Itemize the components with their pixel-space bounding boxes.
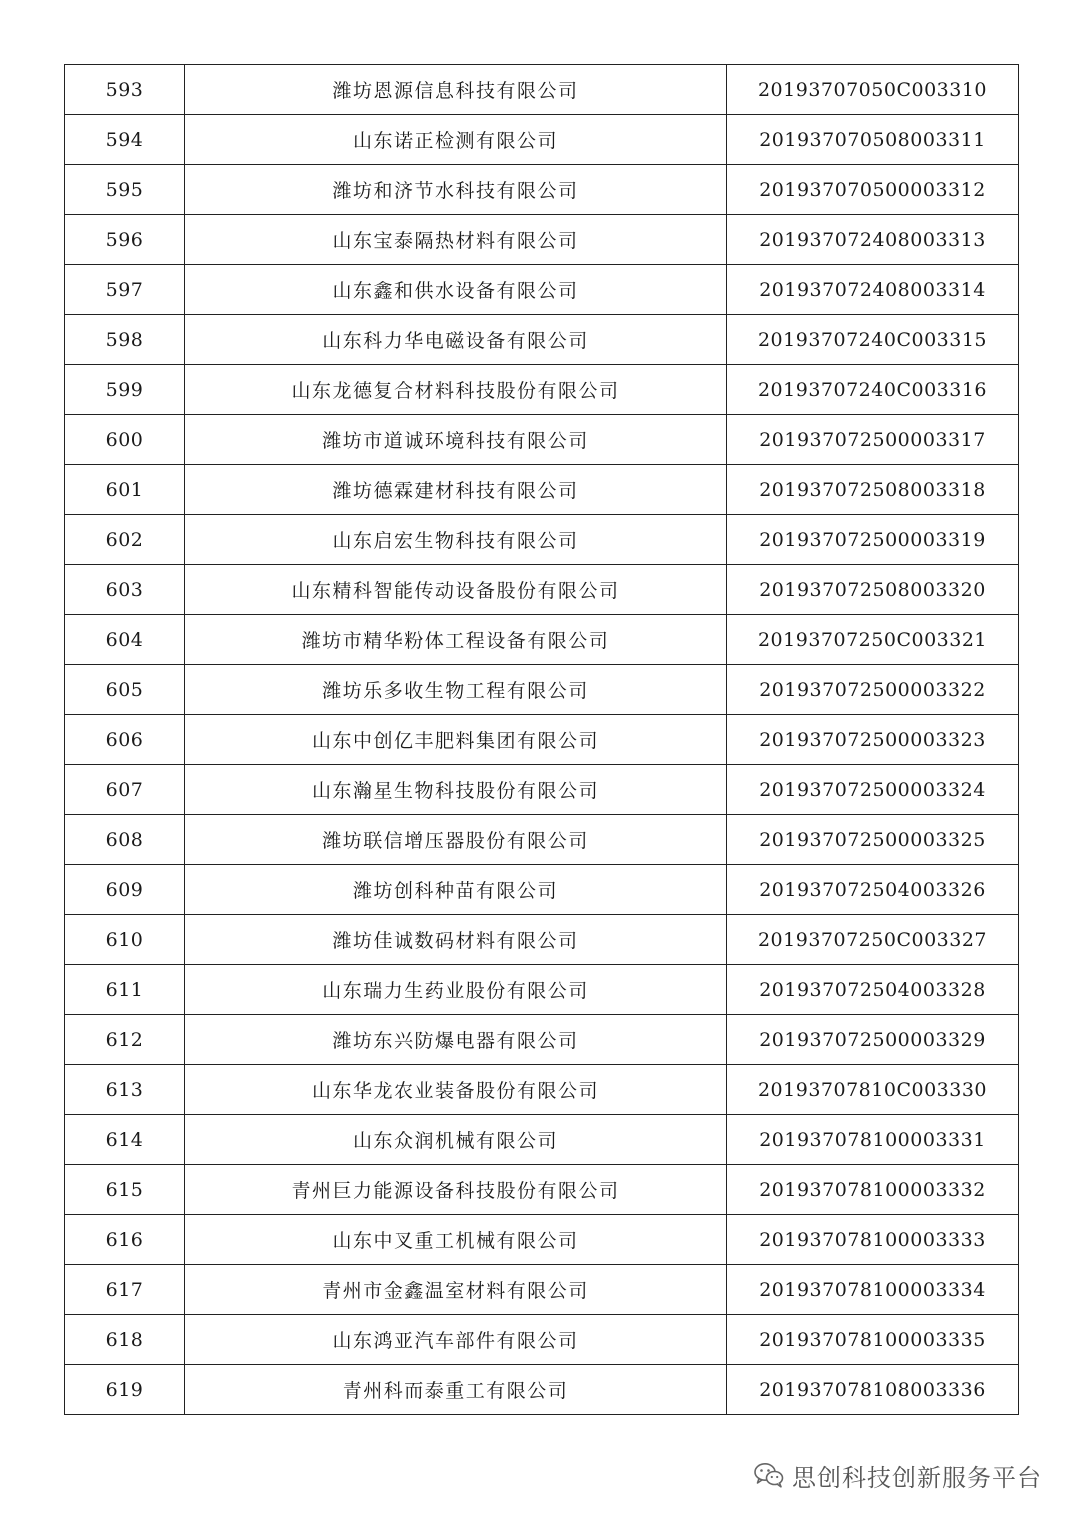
table-row (65, 1165, 1019, 1215)
registration-code-cell: 201937072408003313 (727, 215, 1019, 265)
company-name-cell: 潍坊佳诚数码材料有限公司 (185, 915, 727, 965)
table-row (65, 65, 1019, 115)
row-number-cell: 595 (65, 165, 185, 215)
company-name-cell: 山东中叉重工机械有限公司 (185, 1215, 727, 1265)
row-number-cell: 606 (65, 715, 185, 765)
registration-code-cell: 201937072504003326 (727, 865, 1019, 915)
wechat-icon (754, 1462, 784, 1488)
registration-code-cell: 201937078100003332 (727, 1165, 1019, 1215)
watermark (754, 1458, 1042, 1492)
table-row (65, 1265, 1019, 1315)
registration-code-cell: 20193707810C003330 (727, 1065, 1019, 1115)
row-number-cell: 607 (65, 765, 185, 815)
row-number-cell: 596 (65, 215, 185, 265)
company-name-cell: 潍坊创科种苗有限公司 (185, 865, 727, 915)
table-row (65, 665, 1019, 715)
table-row (65, 515, 1019, 565)
row-number-cell: 597 (65, 265, 185, 315)
registration-code-cell: 201937078108003336 (727, 1365, 1019, 1415)
company-name-cell: 山东华龙农业装备股份有限公司 (185, 1065, 727, 1115)
table-row (65, 915, 1019, 965)
table-row (65, 1115, 1019, 1165)
row-number-cell: 598 (65, 315, 185, 365)
row-number-cell: 618 (65, 1315, 185, 1365)
row-number-cell: 610 (65, 915, 185, 965)
registration-code-cell: 201937078100003335 (727, 1315, 1019, 1365)
row-number-cell: 617 (65, 1265, 185, 1315)
table-row (65, 265, 1019, 315)
table-row (65, 1365, 1019, 1415)
registration-code-cell: 201937072508003320 (727, 565, 1019, 615)
row-number-cell: 609 (65, 865, 185, 915)
row-number-cell: 600 (65, 415, 185, 465)
company-name-cell: 青州市金鑫温室材料有限公司 (185, 1265, 727, 1315)
company-name-cell: 山东众润机械有限公司 (185, 1115, 727, 1165)
company-name-cell: 山东瑞力生药业股份有限公司 (185, 965, 727, 1015)
registration-code-cell: 201937072500003329 (727, 1015, 1019, 1065)
registration-code-cell: 201937072508003318 (727, 465, 1019, 515)
row-number-cell: 599 (65, 365, 185, 415)
registration-code-cell: 20193707240C003316 (727, 365, 1019, 415)
row-number-cell: 602 (65, 515, 185, 565)
registration-code-cell: 201937072408003314 (727, 265, 1019, 315)
row-number-cell: 601 (65, 465, 185, 515)
company-name-cell: 潍坊恩源信息科技有限公司 (185, 65, 727, 115)
company-name-cell: 山东鑫和供水设备有限公司 (185, 265, 727, 315)
company-name-cell: 潍坊东兴防爆电器有限公司 (185, 1015, 727, 1065)
registration-code-cell: 20193707050C003310 (727, 65, 1019, 115)
row-number-cell: 594 (65, 115, 185, 165)
company-name-cell: 潍坊联信增压器股份有限公司 (185, 815, 727, 865)
company-name-cell: 青州巨力能源设备科技股份有限公司 (185, 1165, 727, 1215)
company-name-cell: 潍坊市道诚环境科技有限公司 (185, 415, 727, 465)
table-row (65, 115, 1019, 165)
row-number-cell: 615 (65, 1165, 185, 1215)
registration-code-cell: 201937078100003333 (727, 1215, 1019, 1265)
registration-code-cell: 201937078100003331 (727, 1115, 1019, 1165)
table-row (65, 465, 1019, 515)
company-table (64, 64, 1019, 1415)
row-number-cell: 619 (65, 1365, 185, 1415)
table-row (65, 715, 1019, 765)
row-number-cell: 593 (65, 65, 185, 115)
company-name-cell: 潍坊和济节水科技有限公司 (185, 165, 727, 215)
registration-code-cell: 201937072500003319 (727, 515, 1019, 565)
company-name-cell: 山东中创亿丰肥料集团有限公司 (185, 715, 727, 765)
company-name-cell: 潍坊德霖建材科技有限公司 (185, 465, 727, 515)
table-row (65, 215, 1019, 265)
registration-code-cell: 201937072500003324 (727, 765, 1019, 815)
company-name-cell: 潍坊乐多收生物工程有限公司 (185, 665, 727, 715)
company-name-cell: 山东龙德复合材料科技股份有限公司 (185, 365, 727, 415)
row-number-cell: 608 (65, 815, 185, 865)
row-number-cell: 613 (65, 1065, 185, 1115)
table-row (65, 1215, 1019, 1265)
row-number-cell: 604 (65, 615, 185, 665)
company-name-cell: 山东科力华电磁设备有限公司 (185, 315, 727, 365)
table-row (65, 765, 1019, 815)
company-name-cell: 山东瀚星生物科技股份有限公司 (185, 765, 727, 815)
row-number-cell: 603 (65, 565, 185, 615)
table-row (65, 1315, 1019, 1365)
row-number-cell: 616 (65, 1215, 185, 1265)
table-row (65, 815, 1019, 865)
table-row (65, 615, 1019, 665)
table-body (65, 65, 1019, 1415)
registration-code-cell: 201937072500003325 (727, 815, 1019, 865)
registration-code-cell: 201937072504003328 (727, 965, 1019, 1015)
company-name-cell: 山东鸿亚汽车部件有限公司 (185, 1315, 727, 1365)
registration-code-cell: 201937078100003334 (727, 1265, 1019, 1315)
watermark-text: 思创科技创新服务平台 (792, 1463, 1042, 1492)
registration-code-cell: 201937070500003312 (727, 165, 1019, 215)
company-name-cell: 山东宝泰隔热材料有限公司 (185, 215, 727, 265)
registration-code-cell: 20193707250C003321 (727, 615, 1019, 665)
registration-code-cell: 20193707250C003327 (727, 915, 1019, 965)
registration-code-cell: 201937072500003322 (727, 665, 1019, 715)
company-name-cell: 山东精科智能传动设备股份有限公司 (185, 565, 727, 615)
row-number-cell: 611 (65, 965, 185, 1015)
row-number-cell: 612 (65, 1015, 185, 1065)
table-row (65, 165, 1019, 215)
table-row (65, 1065, 1019, 1115)
table-row (65, 315, 1019, 365)
table-row (65, 365, 1019, 415)
registration-code-cell: 201937072500003317 (727, 415, 1019, 465)
registration-code-cell: 20193707240C003315 (727, 315, 1019, 365)
registration-code-cell: 201937070508003311 (727, 115, 1019, 165)
table-row (65, 1015, 1019, 1065)
company-name-cell: 潍坊市精华粉体工程设备有限公司 (185, 615, 727, 665)
registration-code-cell: 201937072500003323 (727, 715, 1019, 765)
company-name-cell: 青州科而泰重工有限公司 (185, 1365, 727, 1415)
company-name-cell: 山东诺正检测有限公司 (185, 115, 727, 165)
table-row (65, 415, 1019, 465)
row-number-cell: 614 (65, 1115, 185, 1165)
table-row (65, 965, 1019, 1015)
row-number-cell: 605 (65, 665, 185, 715)
table-row (65, 865, 1019, 915)
table-row (65, 565, 1019, 615)
company-name-cell: 山东启宏生物科技有限公司 (185, 515, 727, 565)
